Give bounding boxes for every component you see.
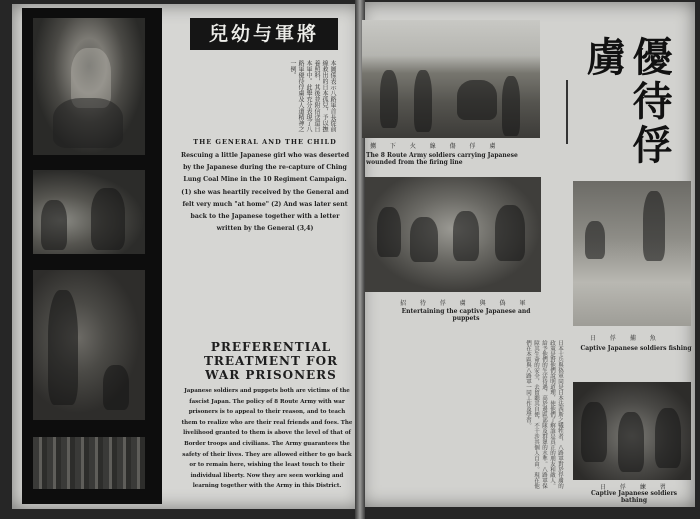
photo-captives-fishing <box>573 181 691 326</box>
caption-bathing-en: Captive Japanese soldiers bathing <box>590 490 678 504</box>
photo-entertaining-captives <box>365 177 541 292</box>
caption-entertaining-en: Entertaining the captive Japanese and puppets <box>401 308 531 322</box>
intro-chinese-text: 本圖係表示八路軍首長從前線救出的日本孤兒，予以撫養照料，其後並附信送還日本軍中。此舉充分表現了八路軍優待俘虜及人道精神之一例。 <box>289 60 336 132</box>
preferential-treatment-title: 優待俘虜 <box>580 36 672 168</box>
prisoner-policy-chinese-text: 日本士兵與偽軍同是日本法西斯之犧牲者，八路軍對於俘虜的政策是對他們說明道理，使他們了解誰是真正的朋友和敵人。給予他們的生活待遇，高於邊區部隊及群眾的水準。八路軍保障其生命的安全，去留聽其自便，不干涉其個人自由。現在他們在本區與八路軍一同工作及學習。 <box>525 340 563 489</box>
caption-bathing-cjk: 日 俘 練 習 <box>600 484 672 491</box>
war-prisoners-body: Japanese soldiers and puppets both are victims of the fascist Japan. The policy of 8 Route Army with war prisoners is to appeal to their reason, and to teach them to realize who are their real friends and foes. The livelihood granted to them is above the level of that of Border troops and civilians. The Army guarantees the safety of their lives. They are allowed either to go back or to remain here, wishing the least touch to their individual liberty. Now they are seen working and learning together with the Army in this District. <box>181 388 353 490</box>
photo-general-with-child <box>33 18 145 155</box>
photo-soldier-with-girl <box>33 170 145 254</box>
caption-fishing-cjk: 日 俘 捕 魚 <box>590 335 662 342</box>
photo-captives-bathing <box>573 382 691 480</box>
general-child-heading: THE GENERAL AND THE CHILD <box>193 138 337 146</box>
caption-entertaining-cjk: 招 待 俘 虜 與 偽 軍 <box>400 300 532 307</box>
photo-general-letter <box>33 437 145 489</box>
war-prisoners-heading: PREFERENTIAL TREATMENT FOR WAR PRISONERS <box>203 340 339 382</box>
general-child-story: Rescuing a little Japanese girl who was deserted by the Japanese during the re-capture of Ching Lung Coal Mine in the 10 Regiment Campaign. (1) she was heartily received by the General and felt very much "at home" (2) And was later sent back to the Japanese together with a letter written by the General (3,4) <box>180 152 350 233</box>
caption-carrying-wounded-en: The 8 Route Army soldiers carrying Japanese wounded from the firing line <box>366 152 518 166</box>
caption-carrying-wounded-cjk: 擄 下 火 線 傷 俘 虜 <box>370 143 502 150</box>
caption-fishing-en: Captive Japanese soldiers fishing <box>580 345 692 352</box>
photo-child-sent-back <box>33 270 145 420</box>
photo-carrying-wounded <box>362 20 540 138</box>
title-rule <box>566 80 568 144</box>
general-child-title: 兒幼与軍將 <box>190 18 338 50</box>
